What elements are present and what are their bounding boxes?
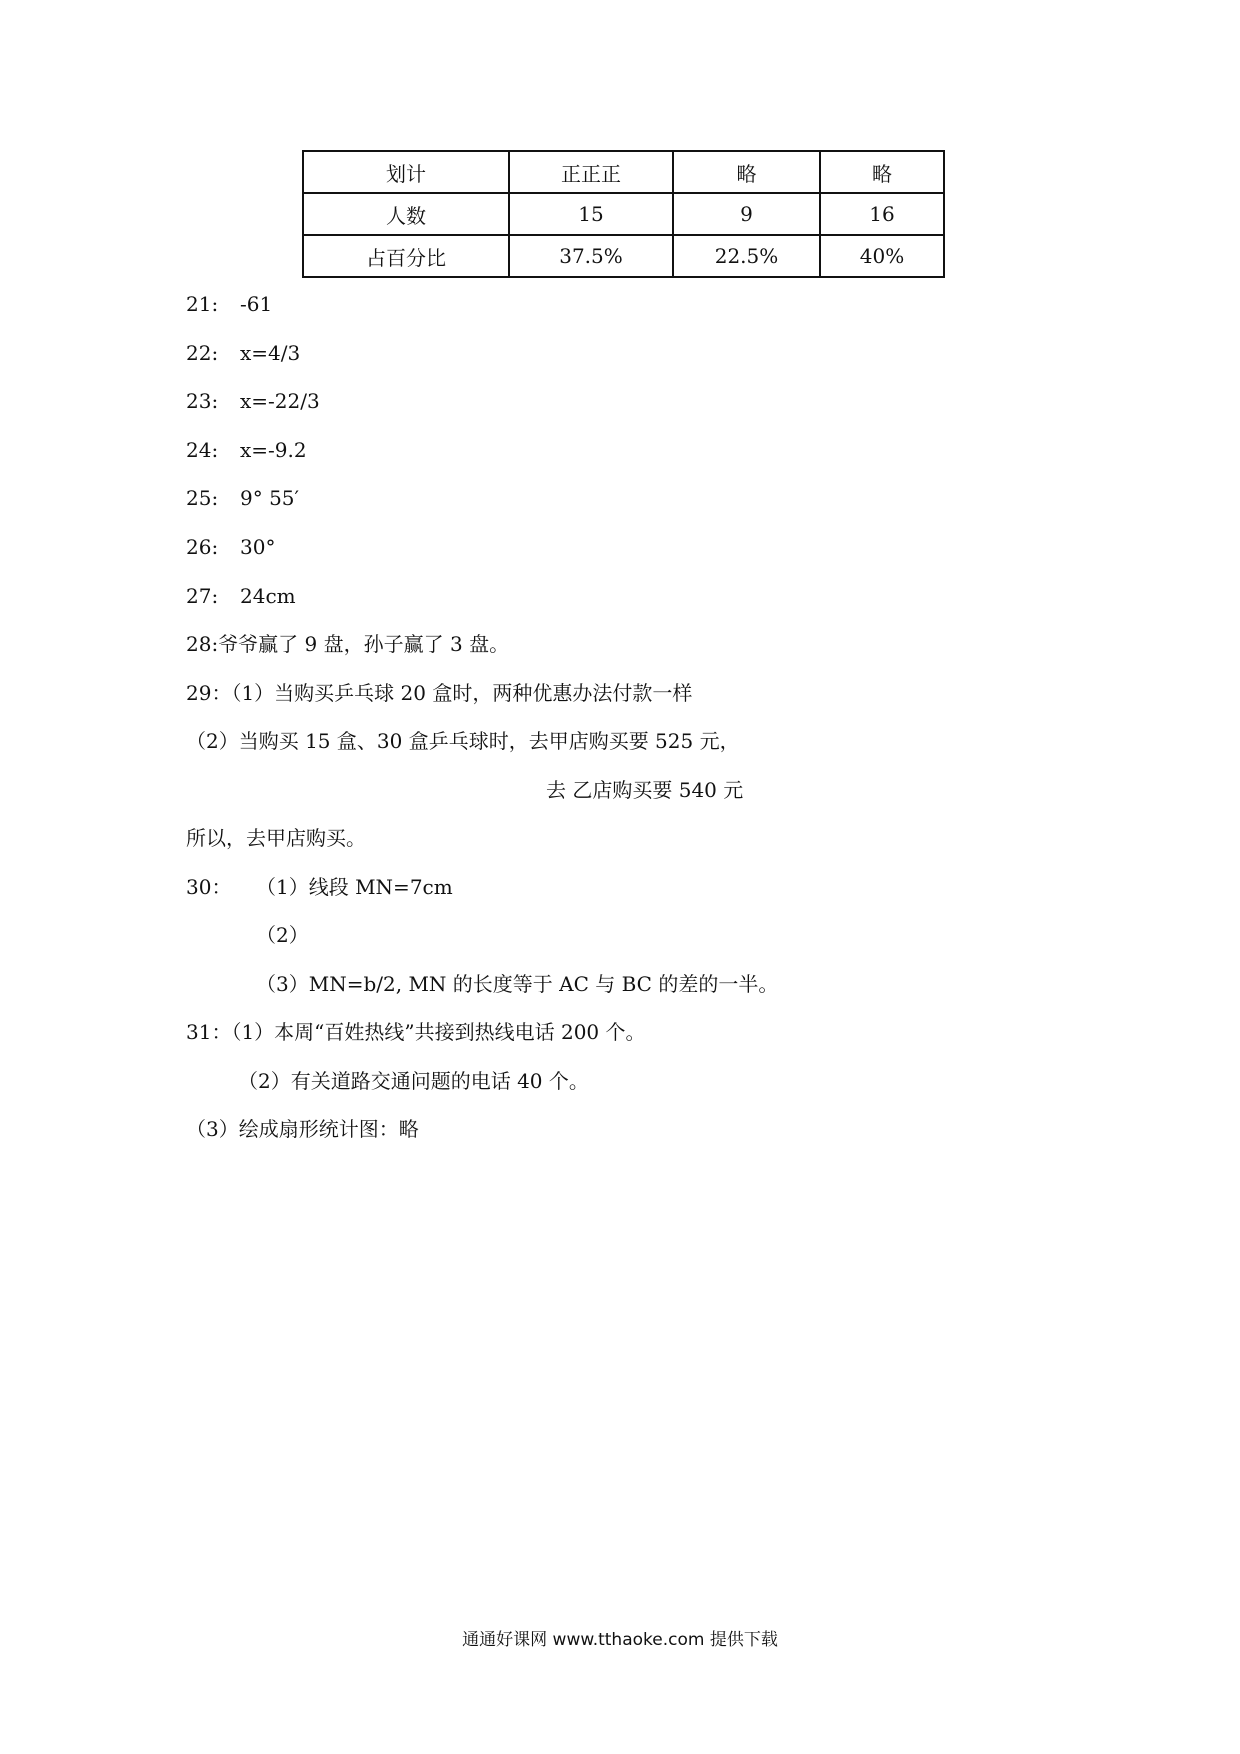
- table-cell: 22.5%: [673, 235, 820, 277]
- answer-31-part-3: （3）绘成扇形统计图：略: [186, 1117, 419, 1141]
- table-cell: 16: [820, 193, 944, 235]
- answer-28: 28:爷爷赢了 9 盘，孙子赢了 3 盘。: [186, 632, 510, 656]
- table-row: [303, 235, 944, 277]
- answer-number: 24:: [186, 438, 219, 462]
- answer-24: [186, 437, 307, 463]
- answer-text: 24cm: [240, 584, 296, 608]
- footer-source-note: 通通好课网 www.tthaoke.com 提供下载: [462, 1630, 778, 1650]
- answer-22: [186, 340, 300, 366]
- answer-number: 25:: [186, 486, 219, 510]
- table-row: [303, 193, 944, 235]
- answer-number: 23:: [186, 389, 219, 413]
- answer-number: 26:: [186, 535, 219, 559]
- answer-30-part-2: （2）: [256, 923, 309, 947]
- answer-25: [186, 485, 299, 511]
- table-cell: 正正正: [509, 151, 673, 193]
- table-row: [303, 151, 944, 193]
- answer-21: [186, 291, 272, 317]
- table-cell: 40%: [820, 235, 944, 277]
- answer-30-part-3: （3）MN=b/2, MN 的长度等于 AC 与 BC 的差的一半。: [256, 972, 779, 996]
- answer-29-part-2: （2）当购买 15 盒、30 盒乒乓球时，去甲店购买要 525 元，: [186, 729, 740, 753]
- answer-27: [186, 583, 296, 609]
- answer-text: -61: [240, 292, 273, 316]
- answer-30-part-1: （1）线段 MN=7cm: [256, 875, 453, 899]
- answer-number: 21:: [186, 292, 219, 316]
- answer-29-part-3: 去 乙店购买要 540 元: [546, 778, 744, 802]
- answer-text: x=-9.2: [240, 438, 307, 462]
- table-cell: 略: [820, 151, 944, 193]
- answer-23: [186, 388, 320, 414]
- answer-31-part-2: （2）有关道路交通问题的电话 40 个。: [238, 1069, 589, 1093]
- answer-26: [186, 534, 275, 560]
- answer-text: x=4/3: [240, 341, 301, 365]
- answer-number: 22:: [186, 341, 219, 365]
- table-cell: 人数: [303, 193, 509, 235]
- answer-text: 9° 55′: [240, 486, 300, 510]
- tally-table: [302, 150, 945, 278]
- answer-30-number: 30：: [186, 875, 232, 899]
- answer-29-part-1: 29：（1）当购买乒乓球 20 盒时，两种优惠办法付款一样: [186, 681, 693, 705]
- table-cell: 略: [673, 151, 820, 193]
- answer-31-part-1: 31：（1）本周“百姓热线”共接到热线电话 200 个。: [186, 1020, 646, 1044]
- answer-29-conclusion: 所以，去甲店购买。: [186, 826, 366, 850]
- table-cell: 15: [509, 193, 673, 235]
- answer-text: x=-22/3: [240, 389, 320, 413]
- answer-number: 27:: [186, 584, 219, 608]
- table-cell: 37.5%: [509, 235, 673, 277]
- table-cell: 占百分比: [303, 235, 509, 277]
- table-cell: 划计: [303, 151, 509, 193]
- answer-text: 30°: [240, 535, 276, 559]
- table-cell: 9: [673, 193, 820, 235]
